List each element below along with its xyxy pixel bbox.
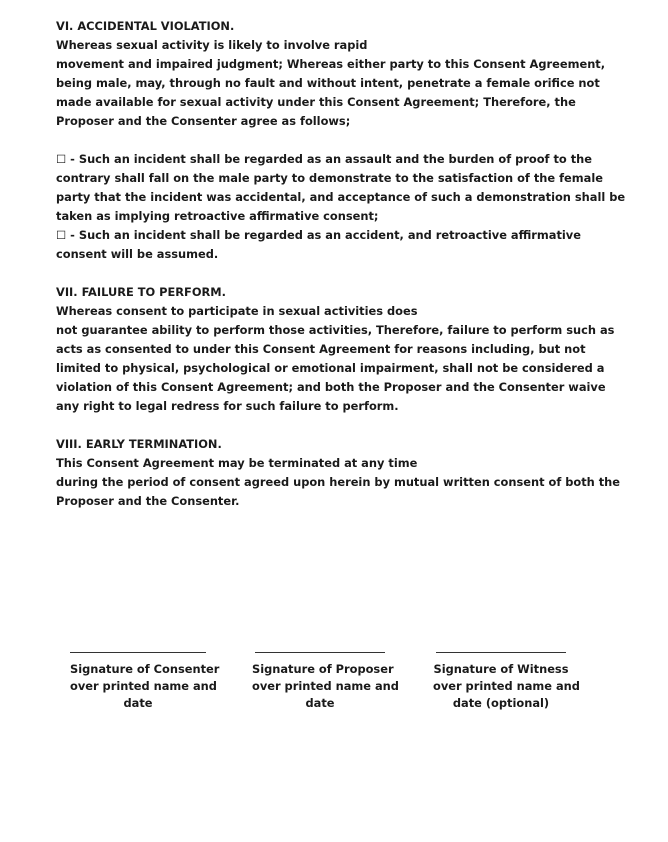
option-line: consent will be assumed. [56,247,219,261]
paragraph-line: acts as consented to under this Consent Agreement for reasons including, but not [56,342,586,356]
signature-label: date [305,696,335,710]
signature-line[interactable] [70,652,206,653]
paragraph-line: This Consent Agreement may be terminated at any time [56,456,418,470]
signature-label: over printed name and [252,679,399,693]
paragraph-line: Proposer and the Consenter. [56,494,240,508]
signature-consenter [70,652,220,712]
spacer [56,264,616,283]
paragraph-line: Whereas sexual activity is likely to involve rapid [56,38,368,52]
paragraph-line: not guarantee ability to perform those activities, Therefore, failure to perform such as [56,323,615,337]
signature-label: Signature of Consenter [70,662,220,676]
paragraph-line: being male, may, through no fault and without intent, penetrate a female orifice not [56,76,600,90]
option-line: party that the incident was accidental, and acceptance of such a demonstration shall be [56,190,626,204]
section-heading: VII. FAILURE TO PERFORM. [56,285,226,299]
option-line[interactable]: ☐ - Such an incident shall be regarded as an assault and the burden of proof to the [56,152,592,166]
paragraph-line: any right to legal redress for such failure to perform. [56,399,399,413]
section-accidental-violation [56,17,626,264]
section-failure-to-perform [56,283,616,416]
option-accident [56,226,616,264]
signature-label: Signature of Proposer [252,662,394,676]
paragraph-line: Whereas consent to participate in sexual activities does [56,304,418,318]
spacer [56,131,616,150]
paragraph-line: made available for sexual activity under this Consent Agreement; Therefore, the [56,95,576,109]
option-line: contrary shall fall on the male party to demonstrate to the satisfaction of the female [56,171,603,185]
spacer [56,416,616,435]
signature-line[interactable] [255,652,385,653]
signature-label: date [123,696,153,710]
paragraph-line: during the period of consent agreed upon herein by mutual written consent of both the [56,475,621,489]
option-line[interactable]: ☐ - Such an incident shall be regarded as an accident, and retroactive affirmative [56,228,581,242]
signature-label: over printed name and [433,679,580,693]
signature-label: date (optional) [452,696,550,710]
paragraph-line: violation of this Consent Agreement; and both the Proposer and the Consenter waive [56,380,606,394]
section-early-termination [56,435,621,511]
option-line: taken as implying retroactive affirmative consent; [56,209,379,223]
paragraph-line: Proposer and the Consenter agree as follows; [56,114,351,128]
option-assault [56,150,626,226]
signature-line[interactable] [436,652,566,653]
section-heading: VI. ACCIDENTAL VIOLATION. [56,19,235,33]
signature-proposer [252,652,399,712]
paragraph-line: movement and impaired judgment; Whereas either party to this Consent Agreement, [56,57,606,71]
document-body [56,17,626,511]
signature-label: Signature of Witness [433,662,569,676]
paragraph-line: limited to physical, psychological or emotional impairment, shall not be considered a [56,361,605,375]
signature-witness [433,652,580,712]
signature-label: over printed name and [70,679,217,693]
section-heading: VIII. EARLY TERMINATION. [56,437,222,451]
